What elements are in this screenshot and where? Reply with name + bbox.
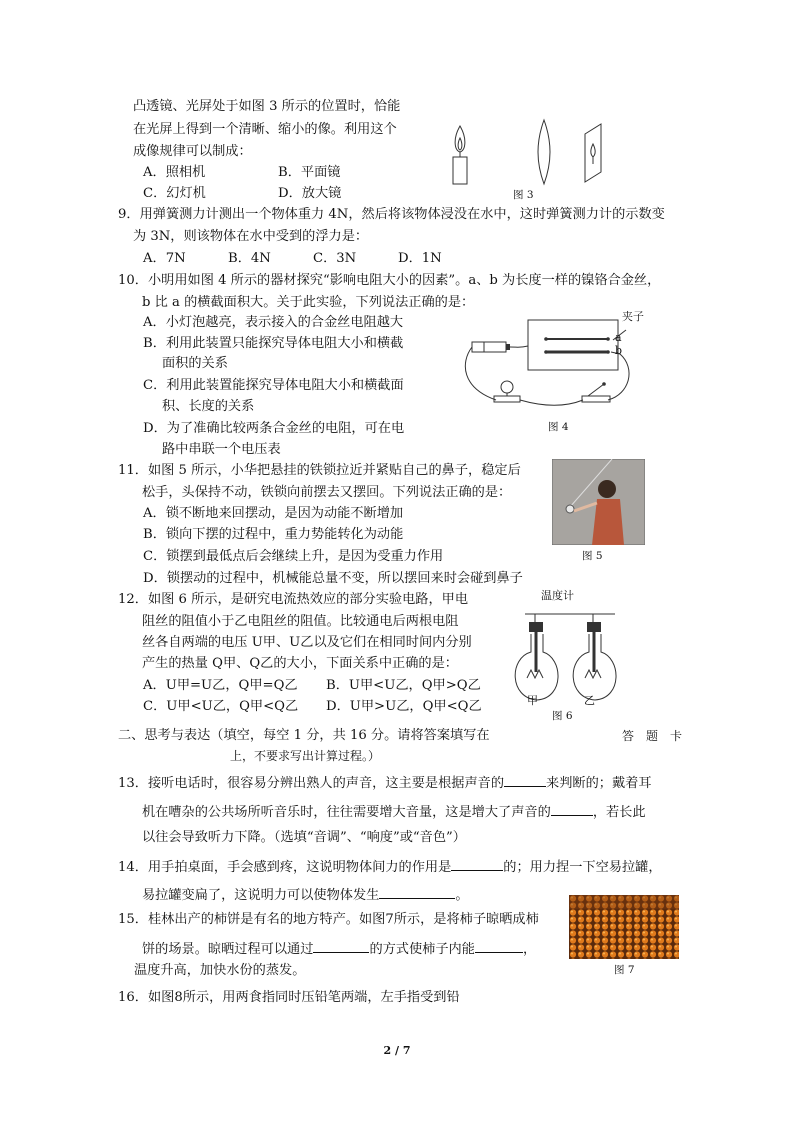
figure-4-wire-b-label: b xyxy=(615,344,623,357)
q11-option-a: A．锁不断地来回摆动，是因为动能不断增加 xyxy=(143,506,404,521)
q10-option-d: D．为了准确比较两条合金丝的电阻，可在电 xyxy=(143,421,405,436)
q8-line-1: 凸透镜、光屏处于如图 3 所示的位置时，恰能 xyxy=(133,99,401,114)
q8-option-d: D．放大镜 xyxy=(278,186,342,201)
q10-option-a: A．小灯泡越亮，表示接入的合金丝电阻越大 xyxy=(143,315,404,330)
section-2-answer-card: 答 题 卡 xyxy=(622,729,683,743)
q12-option-d: D．U甲>U乙，Q甲<Q乙 xyxy=(326,699,482,714)
q13-text-1: 13．接听电话时，很容易分辨出熟人的声音，这主要是根据声音的 xyxy=(118,776,505,791)
q8-line-3: 成像规律可以制成： xyxy=(133,144,252,159)
q9-option-d: D．1N xyxy=(398,251,442,266)
q15-line-1: 15．桂林出产的柿饼是有名的地方特产。如图7所示，是将柿子晾晒成柿 xyxy=(118,912,539,927)
q10-option-c: C．利用此装置能探究导体电阻大小和横截面 xyxy=(143,378,404,393)
q15-text-2: 饼的场景。晾晒过程可以通过 xyxy=(142,942,314,957)
q15-text-3: 的方式使柿子内能 xyxy=(369,942,475,957)
q15-blank-1[interactable] xyxy=(313,938,369,953)
figure-5-caption: 图 5 xyxy=(582,550,603,562)
q13-blank-1[interactable] xyxy=(504,772,546,787)
q8-option-c: C．幻灯机 xyxy=(143,186,206,201)
q8-option-a: A．照相机 xyxy=(143,165,206,180)
q9-line-1: 9．用弹簧测力计测出一个物体重力 4N，然后将该物体浸没在水中，这时弹簧测力计的示数变 xyxy=(118,207,665,222)
q14-line-1 xyxy=(118,856,662,877)
figure-6-jia-label: 甲 xyxy=(527,694,538,707)
figure-3-caption: 图 3 xyxy=(513,189,534,201)
q10-option-b-cont: 面积的关系 xyxy=(162,356,228,371)
figure-6-thermometer-label: 温度计 xyxy=(541,589,574,602)
figure-6-yi-label: 乙 xyxy=(584,694,595,707)
q14-blank-1[interactable] xyxy=(451,856,503,871)
q13-text-3: 机在嘈杂的公共场所听音乐时，往往需要增大音量，这是增大了声音的 xyxy=(142,805,551,820)
q12-option-a: A．U甲=U乙，Q甲=Q乙 xyxy=(143,678,298,693)
q10-option-b: B．利用此装置只能探究导体电阻大小和横截 xyxy=(143,336,404,351)
q12-option-c: C．U甲<U乙，Q甲<Q乙 xyxy=(143,699,299,714)
q9-option-a: A．7N xyxy=(143,251,186,266)
q10-option-c-cont: 积、长度的关系 xyxy=(162,399,255,414)
q14-blank-2[interactable] xyxy=(379,884,455,899)
section-2-note: 上，不要求写出计算过程。） xyxy=(230,749,381,763)
q12-line-2: 阻丝的阻值小于乙电阻丝的阻值。比较通电后两根电阻 xyxy=(142,614,459,629)
figure-4-caption: 图 4 xyxy=(548,421,569,433)
section-2-title: 二、思考与表达（填空，每空 1 分，共 16 分。请将答案填写在 xyxy=(118,728,490,743)
figure-4-wire-a-label: a xyxy=(615,331,622,344)
q14-text-3: 易拉罐变扁了，这说明力可以使物体发生 xyxy=(142,888,380,903)
q11-option-d: D．锁摆动的过程中，机械能总量不变，所以摆回来时会碰到鼻子 xyxy=(143,571,523,586)
figure-3-lens-setup xyxy=(445,112,615,192)
q10-line-2: b 比 a 的横截面积大。关于此实验，下列说法正确的是： xyxy=(142,295,475,310)
q14-text-1: 14．用手拍桌面，手会感到疼，这说明物体间力的作用是 xyxy=(118,860,452,875)
q15-line-2 xyxy=(142,938,536,959)
q10-line-1: 10．小明用如图 4 所示的器材探究“影响电阻大小的因素”。a、b 为长度一样的镍铬合金丝， xyxy=(118,273,661,288)
q11-line-1: 11．如图 5 所示，小华把悬挂的铁锁拉近并紧贴自己的鼻子，稳定后 xyxy=(118,463,521,478)
q16-line-1: 16．如图8所示，用两食指同时压铅笔两端，左手指受到铅 xyxy=(118,990,460,1005)
figure-5-pendulum-photo xyxy=(552,459,645,545)
q11-option-c: C．锁摆到最低点后会继续上升，是因为受重力作用 xyxy=(143,549,444,564)
q12-line-3: 丝各自两端的电压 U甲、U乙以及它们在相同时间内分别 xyxy=(142,635,472,650)
q13-line-3: 以往会导致听力下降。（选填“音调”、“响度”或“音色”） xyxy=(142,830,466,845)
q13-blank-2[interactable] xyxy=(551,801,593,816)
q9-option-b: B．4N xyxy=(228,251,271,266)
page-number: 2 / 7 xyxy=(383,1044,411,1057)
figure-7-persimmon-photo xyxy=(569,895,679,959)
q15-blank-2[interactable] xyxy=(475,938,523,953)
q12-option-b: B．U甲<U乙，Q甲>Q乙 xyxy=(326,678,481,693)
q12-line-1: 12．如图 6 所示，是研究电流热效应的部分实验电路，甲电 xyxy=(118,592,469,607)
q14-line-2 xyxy=(142,884,469,905)
q14-text-2: 的；用力捏一下空易拉罐， xyxy=(503,860,662,875)
section-2-heading xyxy=(118,727,490,745)
q9-line-2: 为 3N，则该物体在水中受到的浮力是： xyxy=(133,229,369,244)
q8-line-2: 在光屏上得到一个清晰、缩小的像。利用这个 xyxy=(133,122,397,137)
q9-option-c: C．3N xyxy=(313,251,357,266)
q10-option-d-cont: 路中串联一个电压表 xyxy=(162,442,281,457)
q8-option-b: B．平面镜 xyxy=(278,165,341,180)
q13-text-2: 来判断的；戴着耳 xyxy=(546,776,652,791)
q15-line-3: 温度升高，加快水份的蒸发。 xyxy=(134,963,306,978)
q14-text-4: 。 xyxy=(455,888,469,903)
q13-line-1 xyxy=(118,772,652,793)
q13-line-2 xyxy=(142,801,646,822)
q13-text-4: ，若长此 xyxy=(592,805,646,820)
figure-6-caption: 图 6 xyxy=(552,710,573,722)
figure-4-clip-label: 夹子 xyxy=(622,310,644,323)
figure-4-circuit xyxy=(458,308,658,418)
figure-7-caption: 图 7 xyxy=(614,964,635,976)
figure-6-thermometer-flasks xyxy=(505,600,640,710)
q15-text-4: ， xyxy=(522,942,537,957)
q12-line-4: 产生的热量 Q甲、Q乙的大小，下面关系中正确的是： xyxy=(142,656,458,671)
q11-option-b: B．锁向下摆的过程中，重力势能转化为动能 xyxy=(143,527,404,542)
q11-line-2: 松手，头保持不动，铁锁向前摆去又摆回。下列说法正确的是： xyxy=(142,485,512,500)
